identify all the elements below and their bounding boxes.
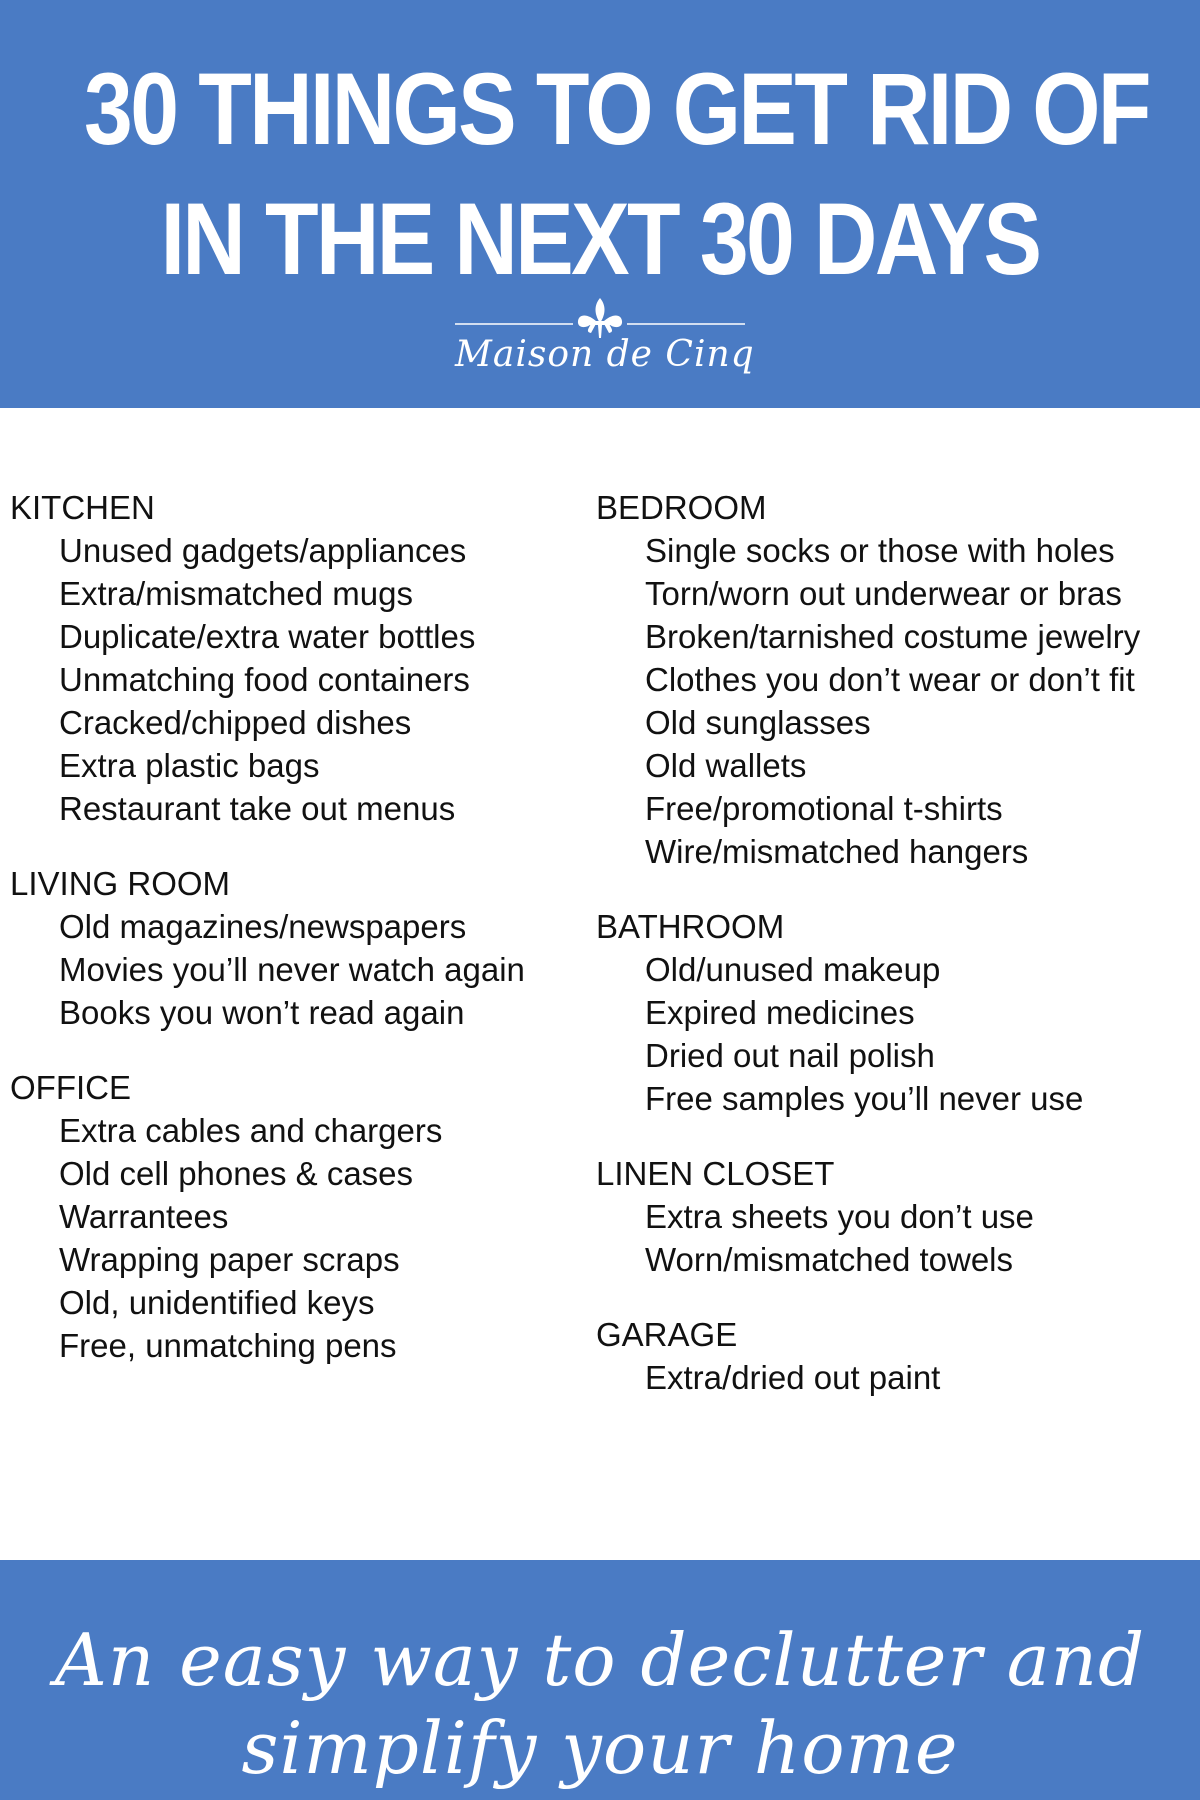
list-item: Wire/mismatched hangers (645, 833, 1029, 870)
list-item: Unmatching food containers (59, 661, 470, 698)
list-item: Extra/dried out paint (645, 1359, 941, 1396)
list-item: Free, unmatching pens (59, 1327, 397, 1364)
brand-logo-text: Maison de Cinq (455, 334, 755, 375)
list-item: Torn/worn out underwear or bras (645, 575, 1122, 612)
section-living-room (10, 862, 525, 1034)
right-column (596, 486, 1140, 1431)
tagline-line-1: An easy way to declutter and (54, 1618, 1146, 1702)
brand-logo (455, 292, 755, 390)
page-title-line-1: 30 THINGS TO GET RID OF (84, 52, 1149, 166)
page-title-line-2: IN THE NEXT 30 DAYS (160, 182, 1040, 296)
list-item: Wrapping paper scraps (59, 1241, 400, 1278)
list-item: Restaurant take out menus (59, 790, 456, 827)
list-item: Dried out nail polish (645, 1037, 935, 1074)
section-bathroom (596, 905, 1140, 1120)
list-item: Cracked/chipped dishes (59, 704, 412, 741)
list-item: Old, unidentified keys (59, 1284, 375, 1321)
list-item: Free samples you’ll never use (645, 1080, 1084, 1117)
list-item: Unused gadgets/appliances (59, 532, 467, 569)
section-heading: LINEN CLOSET (596, 1155, 835, 1192)
list-item: Worn/mismatched towels (645, 1241, 1014, 1278)
list-item: Old wallets (645, 747, 807, 784)
section-office (10, 1066, 525, 1367)
list-item: Expired medicines (645, 994, 915, 1031)
section-bedroom (596, 486, 1140, 873)
list-item: Books you won’t read again (59, 994, 465, 1031)
list-item: Movies you’ll never watch again (59, 951, 525, 988)
section-heading: KITCHEN (10, 489, 155, 526)
list-item: Old cell phones & cases (59, 1155, 414, 1192)
list-item: Old sunglasses (645, 704, 871, 741)
section-garage (596, 1313, 1140, 1399)
left-column (10, 486, 525, 1399)
section-heading: BATHROOM (596, 908, 785, 945)
tagline-line-2: simplify your home (241, 1706, 959, 1790)
list-item: Warrantees (59, 1198, 229, 1235)
section-heading: BEDROOM (596, 489, 767, 526)
section-heading: GARAGE (596, 1316, 738, 1353)
footer-banner (0, 1560, 1200, 1800)
list-item: Old magazines/newspapers (59, 908, 467, 945)
list-item: Clothes you don’t wear or don’t fit (645, 661, 1135, 698)
section-linen-closet (596, 1152, 1140, 1281)
list-item: Extra sheets you don’t use (645, 1198, 1034, 1235)
list-item: Free/promotional t-shirts (645, 790, 1003, 827)
section-heading: LIVING ROOM (10, 865, 231, 902)
list-item: Old/unused makeup (645, 951, 941, 988)
list-item: Broken/tarnished costume jewelry (645, 618, 1141, 655)
section-kitchen (10, 486, 525, 830)
list-item: Single socks or those with holes (645, 532, 1115, 569)
section-heading: OFFICE (10, 1069, 131, 1106)
header-banner (0, 0, 1200, 408)
list-item: Extra/mismatched mugs (59, 575, 413, 612)
list-item: Duplicate/extra water bottles (59, 618, 476, 655)
list-item: Extra plastic bags (59, 747, 320, 784)
list-item: Extra cables and chargers (59, 1112, 443, 1149)
